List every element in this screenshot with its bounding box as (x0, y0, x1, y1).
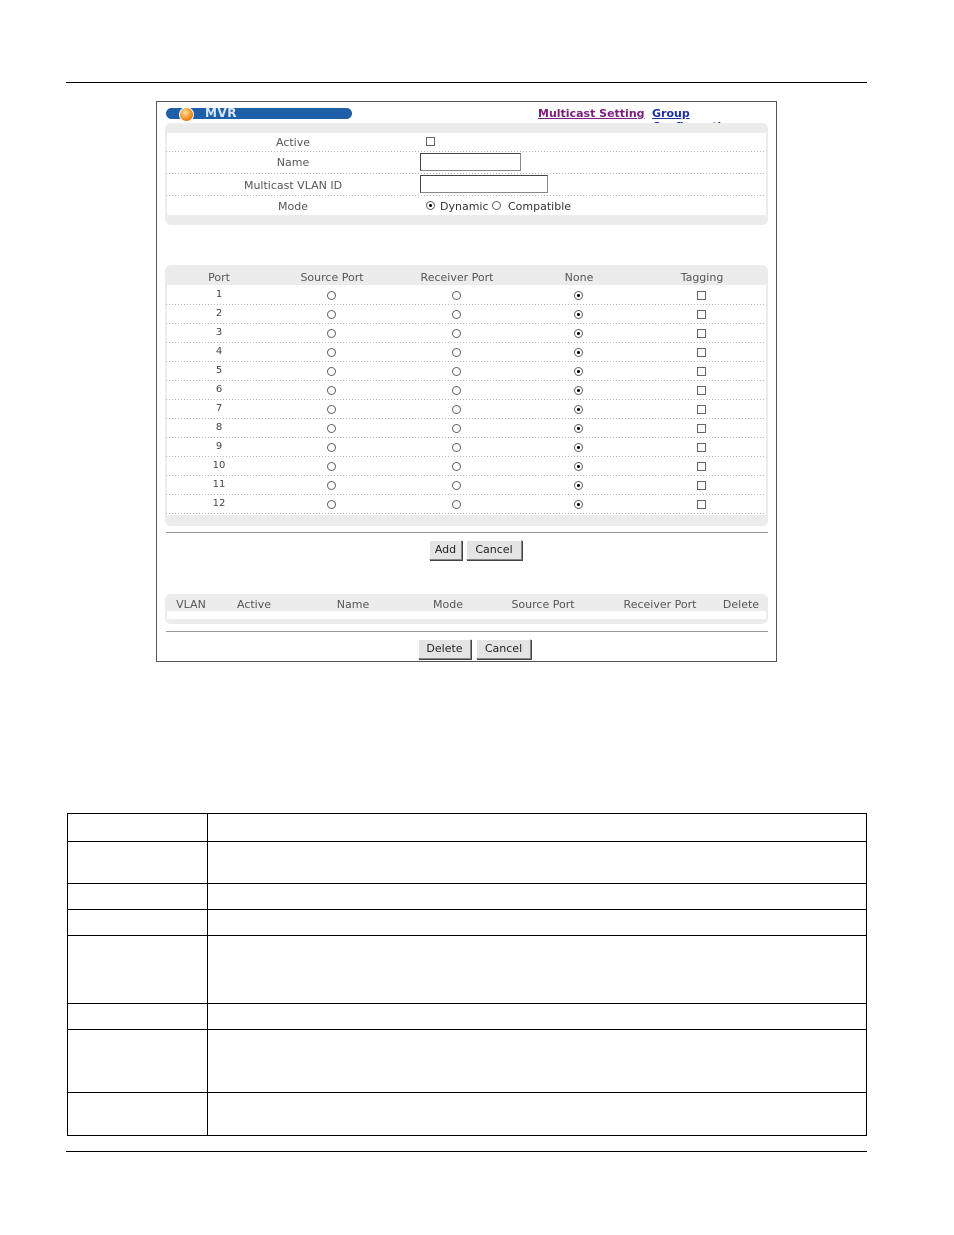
receiver-port-radio[interactable] (452, 405, 461, 414)
tagging-checkbox[interactable] (697, 291, 706, 300)
port-number: 3 (215, 327, 223, 338)
port-number: 7 (215, 403, 223, 414)
source-port-radio[interactable] (327, 291, 336, 300)
summary-col-header: Name (336, 598, 370, 611)
active-checkbox[interactable] (426, 137, 435, 146)
row-divider (166, 513, 766, 514)
none-radio[interactable] (574, 386, 583, 395)
name-label: Name (276, 156, 310, 169)
source-port-radio[interactable] (327, 348, 336, 357)
summary-col-header: Delete (722, 598, 760, 611)
port-number: 6 (215, 384, 223, 395)
source-port-radio[interactable] (327, 443, 336, 452)
mode-compatible-radio[interactable] (492, 201, 501, 210)
port-number: 5 (215, 365, 223, 376)
link-group-configuration[interactable]: Group (652, 107, 690, 120)
row-divider (166, 304, 766, 305)
link-multicast-setting[interactable]: Multicast Setting (538, 107, 645, 120)
none-radio[interactable] (574, 424, 583, 433)
source-port-radio[interactable] (327, 329, 336, 338)
row-divider (166, 342, 766, 343)
mode-label: Mode (278, 200, 308, 213)
row-divider (166, 380, 766, 381)
receiver-port-radio[interactable] (452, 481, 461, 490)
source-port-radio[interactable] (327, 310, 336, 319)
none-radio[interactable] (574, 329, 583, 338)
none-radio[interactable] (574, 462, 583, 471)
summary-col-header: VLAN (176, 598, 206, 611)
port-number: 8 (215, 422, 223, 433)
summary-col-header: Receiver Port (623, 598, 697, 611)
page-top-rule (66, 82, 867, 83)
source-port-radio[interactable] (327, 462, 336, 471)
receiver-port-radio[interactable] (452, 462, 461, 471)
title-bar (166, 108, 352, 119)
mode-dynamic-label: Dynamic (440, 200, 489, 213)
port-number: 12 (212, 498, 226, 509)
name-field[interactable] (420, 153, 521, 171)
source-port-radio[interactable] (327, 481, 336, 490)
ports-col-header: Source Port (300, 271, 364, 284)
ports-col-header: Port (208, 271, 230, 284)
description-table (67, 813, 867, 1136)
source-port-radio[interactable] (327, 424, 336, 433)
tagging-checkbox[interactable] (697, 405, 706, 414)
receiver-port-radio[interactable] (452, 500, 461, 509)
receiver-port-radio[interactable] (452, 367, 461, 376)
port-number: 9 (215, 441, 223, 452)
tagging-checkbox[interactable] (697, 386, 706, 395)
receiver-port-radio[interactable] (452, 443, 461, 452)
port-number: 11 (212, 479, 226, 490)
port-number: 4 (215, 346, 223, 357)
mvr-screen (156, 101, 777, 662)
port-number: 1 (215, 289, 223, 300)
receiver-port-radio[interactable] (452, 348, 461, 357)
source-port-radio[interactable] (327, 500, 336, 509)
cancel-button[interactable]: Cancel (466, 540, 522, 560)
mode-compatible-label: Compatible (508, 200, 572, 213)
none-radio[interactable] (574, 443, 583, 452)
row-divider (166, 475, 766, 476)
source-port-radio[interactable] (327, 367, 336, 376)
receiver-port-radio[interactable] (452, 310, 461, 319)
receiver-port-radio[interactable] (452, 329, 461, 338)
multicast-vlan-id-label: Multicast VLAN ID (243, 179, 343, 192)
page-bottom-rule (66, 1151, 867, 1152)
cancel-button-2[interactable]: Cancel (476, 639, 531, 659)
summary-col-header: Mode (433, 598, 463, 611)
tagging-checkbox[interactable] (697, 443, 706, 452)
delete-button[interactable]: Delete (418, 639, 471, 659)
row-divider (166, 494, 766, 495)
none-radio[interactable] (574, 367, 583, 376)
multicast-vlan-id-field[interactable] (420, 175, 548, 193)
none-radio[interactable] (574, 405, 583, 414)
receiver-port-radio[interactable] (452, 291, 461, 300)
active-label: Active (275, 136, 311, 149)
mode-dynamic-radio[interactable] (426, 201, 435, 210)
row-divider (166, 361, 766, 362)
page-title: MVR (205, 106, 237, 120)
receiver-port-radio[interactable] (452, 424, 461, 433)
port-number: 2 (215, 308, 223, 319)
none-radio[interactable] (574, 348, 583, 357)
add-button[interactable]: Add (429, 540, 462, 560)
tagging-checkbox[interactable] (697, 462, 706, 471)
source-port-radio[interactable] (327, 405, 336, 414)
port-number: 10 (212, 460, 226, 471)
none-radio[interactable] (574, 481, 583, 490)
receiver-port-radio[interactable] (452, 386, 461, 395)
tagging-checkbox[interactable] (697, 500, 706, 509)
row-divider (166, 418, 766, 419)
ports-col-header: Tagging (680, 271, 724, 284)
tagging-checkbox[interactable] (697, 367, 706, 376)
separator-2 (166, 631, 768, 632)
row-divider (166, 323, 766, 324)
ports-col-header: None (564, 271, 594, 284)
none-radio[interactable] (574, 500, 583, 509)
tagging-checkbox[interactable] (697, 310, 706, 319)
none-radio[interactable] (574, 310, 583, 319)
ports-col-header: Receiver Port (420, 271, 494, 284)
summary-col-header: Active (236, 598, 272, 611)
tagging-checkbox[interactable] (697, 424, 706, 433)
row-divider (166, 456, 766, 457)
tagging-checkbox[interactable] (697, 481, 706, 490)
row-divider (166, 399, 766, 400)
tagging-checkbox[interactable] (697, 348, 706, 357)
row-divider (166, 437, 766, 438)
title-orb-icon (179, 107, 194, 122)
none-radio[interactable] (574, 291, 583, 300)
summary-col-header: Source Port (511, 598, 575, 611)
source-port-radio[interactable] (327, 386, 336, 395)
tagging-checkbox[interactable] (697, 329, 706, 338)
separator (166, 532, 768, 533)
